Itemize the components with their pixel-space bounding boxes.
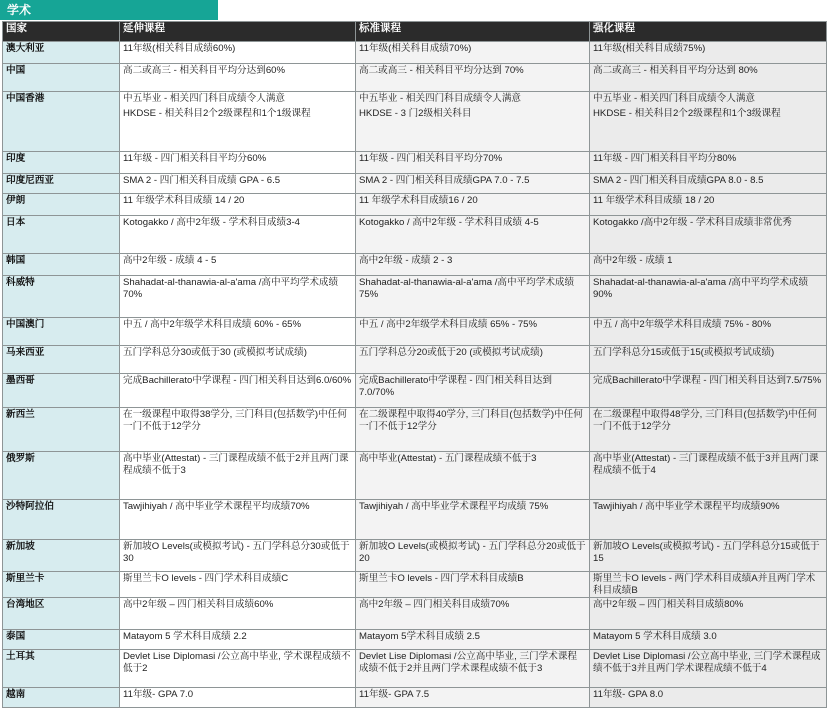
header-intensive-course: 强化课程	[590, 22, 827, 42]
table-row	[3, 572, 827, 598]
standard-course-cell	[356, 152, 590, 174]
requirement-text: SMA 2 - 四门相关科目成绩GPA 7.0 - 7.5	[359, 175, 530, 186]
requirement-text: SMA 2 - 四门相关科目成绩 GPA - 6.5	[123, 175, 281, 186]
intensive-course-cell	[590, 152, 827, 174]
table-row	[3, 216, 827, 254]
standard-course-cell	[356, 42, 590, 64]
standard-course-cell	[356, 688, 590, 708]
extended-course-cell	[120, 254, 356, 276]
extended-course-cell	[120, 688, 356, 708]
requirement-text: 高中2年级 – 四门相关科目成绩70%	[359, 599, 510, 610]
extended-course-cell	[120, 42, 356, 64]
country-cell: 中国香港	[3, 92, 120, 152]
intensive-course-cell	[590, 254, 827, 276]
requirement-text: 完成Bachillerato中学课程 - 四门相关科目达到7.0/70%	[359, 375, 552, 398]
requirement-text: 在二级课程中取得40学分, 三门科目(包括数学)中任何一门不低于12学分	[359, 409, 583, 432]
country-cell: 科威特	[3, 276, 120, 318]
standard-course-cell	[356, 572, 590, 598]
requirement-text: 在二级课程中取得48学分, 三门科目(包括数学)中任何一门不低于12学分	[593, 409, 817, 432]
extended-course-cell	[120, 630, 356, 650]
header-country: 国家	[3, 22, 120, 42]
extended-course-cell	[120, 152, 356, 174]
requirement-text: 中五毕业 - 相关四门科目成绩令人满意	[593, 93, 756, 104]
intensive-course-cell	[590, 42, 827, 64]
intensive-course-cell	[590, 630, 827, 650]
table-row	[3, 346, 827, 374]
table-row	[3, 254, 827, 276]
requirement-text: Tawjihiyah / 高中毕业学术课程平均成绩70%	[123, 501, 310, 512]
requirement-text: 高中2年级 – 四门相关科目成绩80%	[593, 599, 744, 610]
standard-course-cell	[356, 452, 590, 500]
intensive-course-cell	[590, 598, 827, 630]
table-header-row	[3, 22, 827, 42]
intensive-course-cell	[590, 374, 827, 408]
requirement-text: 在一级课程中取得38学分, 三门科目(包括数学)中任何一门不低于12学分	[123, 409, 347, 432]
requirement-text: 11 年级学术科目成绩 14 / 20	[123, 195, 245, 206]
table-row	[3, 92, 827, 152]
intensive-course-cell	[590, 408, 827, 452]
requirement-text: HKDSE - 相关科目2个2级课程和1个3级课程	[593, 107, 781, 119]
intensive-course-cell	[590, 194, 827, 216]
requirement-text: Shahadat-al-thanawia-al-a'ama /高中平均学术成绩70%	[123, 277, 339, 300]
requirement-text: 五门学科总分15或低于15(或模拟考试成绩)	[593, 347, 775, 358]
table-row	[3, 152, 827, 174]
requirement-text: Devlet Lise Diplomasi /公立高中毕业, 三门学术课程成绩不低于2并且两门学术课程成绩不低于3	[359, 651, 578, 674]
country-cell: 越南	[3, 688, 120, 708]
table-row	[3, 688, 827, 708]
requirement-text: 新加坡O Levels(或模拟考试) - 五门学科总分15或低于15	[593, 541, 820, 564]
extended-course-cell	[120, 408, 356, 452]
requirement-text: 11年级(相关科目成绩70%)	[359, 43, 472, 54]
table-row	[3, 42, 827, 64]
country-cell: 韩国	[3, 254, 120, 276]
requirement-text: 中五 / 高中2年级学术科目成绩 65% - 75%	[359, 319, 538, 330]
extended-course-cell	[120, 276, 356, 318]
country-cell: 澳大利亚	[3, 42, 120, 64]
requirement-text: 11年级(相关科目成绩75%)	[593, 43, 706, 54]
intensive-course-cell	[590, 540, 827, 572]
requirement-text: 11年级- GPA 7.5	[359, 689, 430, 700]
requirement-text: 高二或高三 - 相关科目平均分达到 70%	[359, 65, 524, 76]
country-cell: 日本	[3, 216, 120, 254]
requirement-text: 五门学科总分30或低于30 (或模拟考试成绩)	[123, 347, 307, 358]
requirement-text: SMA 2 - 四门相关科目成绩GPA 8.0 - 8.5	[593, 175, 764, 186]
requirement-text: 中五 / 高中2年级学术科目成绩 60% - 65%	[123, 319, 302, 330]
requirement-text: 新加坡O Levels(或模拟考试) - 五门学科总分20或低于20	[359, 541, 586, 564]
requirement-text: Matayom 5学术科目成绩 2.5	[359, 631, 481, 642]
standard-course-cell	[356, 174, 590, 194]
intensive-course-cell	[590, 346, 827, 374]
intensive-course-cell	[590, 688, 827, 708]
standard-course-cell	[356, 276, 590, 318]
table-row	[3, 318, 827, 346]
country-cell: 新西兰	[3, 408, 120, 452]
country-cell: 泰国	[3, 630, 120, 650]
country-cell: 沙特阿拉伯	[3, 500, 120, 540]
requirements-table	[2, 21, 827, 708]
extended-course-cell	[120, 500, 356, 540]
country-cell: 新加坡	[3, 540, 120, 572]
requirement-text: Kotogakko / 高中2年级 - 学术科目成绩 4-5	[359, 217, 539, 228]
extended-course-cell	[120, 598, 356, 630]
extended-course-cell	[120, 64, 356, 92]
intensive-course-cell	[590, 276, 827, 318]
table-row	[3, 408, 827, 452]
requirement-text: 高中2年级 - 成绩 2 - 3	[359, 255, 453, 266]
requirement-text: 高二或高三 - 相关科目平均分达到 80%	[593, 65, 758, 76]
extended-course-cell	[120, 216, 356, 254]
standard-course-cell	[356, 500, 590, 540]
requirement-text: Kotogakko /高中2年级 - 学术科目成绩非常优秀	[593, 217, 792, 228]
requirement-text: 斯里兰卡O levels - 四门学术科目成绩B	[359, 573, 524, 584]
standard-course-cell	[356, 598, 590, 630]
requirement-text: Shahadat-al-thanawia-al-a'ama /高中平均学术成绩75%	[359, 277, 575, 300]
table-row	[3, 540, 827, 572]
requirement-text: 高中2年级 - 成绩 4 - 5	[123, 255, 217, 266]
standard-course-cell	[356, 254, 590, 276]
extended-course-cell	[120, 318, 356, 346]
country-cell: 台湾地区	[3, 598, 120, 630]
standard-course-cell	[356, 194, 590, 216]
standard-course-cell	[356, 318, 590, 346]
table-row	[3, 194, 827, 216]
country-cell: 伊朗	[3, 194, 120, 216]
table-row	[3, 630, 827, 650]
table-row	[3, 374, 827, 408]
requirement-text: 高中毕业(Attestat) - 五门课程成绩不低于3	[359, 453, 537, 464]
table-row	[3, 174, 827, 194]
extended-course-cell	[120, 572, 356, 598]
standard-course-cell	[356, 216, 590, 254]
requirement-text: 中五毕业 - 相关四门科目成绩令人满意	[123, 93, 286, 104]
requirement-text: 高中毕业(Attestat) - 三门课程成绩不低于3并且两门课程成绩不低于4	[593, 453, 819, 476]
requirement-text: 完成Bachillerato中学课程 - 四门相关科目达到7.5/75%	[593, 375, 822, 386]
requirement-text: 斯里兰卡O levels - 四门学术科目成绩C	[123, 573, 289, 584]
requirement-text: 11年级(相关科目成绩60%)	[123, 43, 236, 54]
requirement-text: 11年级- GPA 8.0	[593, 689, 664, 700]
extended-course-cell	[120, 452, 356, 500]
extended-course-cell	[120, 374, 356, 408]
requirement-text: 斯里兰卡O levels - 两门学术科目成绩A并且两门学术科目成绩B	[593, 573, 816, 596]
standard-course-cell	[356, 630, 590, 650]
requirement-text: HKDSE - 相关科目2个2级课程和1个1级课程	[123, 107, 311, 119]
table-row	[3, 650, 827, 688]
country-cell: 俄罗斯	[3, 452, 120, 500]
extended-course-cell	[120, 92, 356, 152]
requirement-text: 11年级 - 四门相关科目平均分70%	[359, 153, 503, 164]
intensive-course-cell	[590, 174, 827, 194]
intensive-course-cell	[590, 64, 827, 92]
standard-course-cell	[356, 92, 590, 152]
requirement-text: 五门学科总分20或低于20 (或模拟考试成绩)	[359, 347, 543, 358]
extended-course-cell	[120, 346, 356, 374]
header-extended-course: 延伸课程	[120, 22, 356, 42]
extended-course-cell	[120, 174, 356, 194]
table-row	[3, 64, 827, 92]
country-cell: 中国	[3, 64, 120, 92]
requirement-text: 高中2年级 – 四门相关科目成绩60%	[123, 599, 274, 610]
intensive-course-cell	[590, 216, 827, 254]
table-row	[3, 452, 827, 500]
requirement-text: 中五 / 高中2年级学术科目成绩 75% - 80%	[593, 319, 772, 330]
intensive-course-cell	[590, 318, 827, 346]
standard-course-cell	[356, 540, 590, 572]
requirement-text: 11 年级学术科目成绩 18 / 20	[593, 195, 715, 206]
extended-course-cell	[120, 540, 356, 572]
requirement-text: 11年级 - 四门相关科目平均分80%	[593, 153, 737, 164]
intensive-course-cell	[590, 500, 827, 540]
table-row	[3, 598, 827, 630]
requirement-text: 中五毕业 - 相关四门科目成绩令人满意	[359, 93, 522, 104]
requirement-text: HKDSE - 3 门2级相关科目	[359, 107, 472, 119]
requirement-text: Devlet Lise Diplomasi /公立高中毕业, 三门学术课程成绩不低于3并且两门学术课程成绩不低于4	[593, 651, 821, 674]
table-row	[3, 500, 827, 540]
standard-course-cell	[356, 346, 590, 374]
requirement-text: 高中2年级 - 成绩 1	[593, 255, 673, 266]
standard-course-cell	[356, 374, 590, 408]
country-cell: 土耳其	[3, 650, 120, 688]
intensive-course-cell	[590, 572, 827, 598]
requirement-text: Shahadat-al-thanawia-al-a'ama /高中平均学术成绩90%	[593, 277, 809, 300]
country-cell: 斯里兰卡	[3, 572, 120, 598]
requirement-text: Devlet Lise Diplomasi /公立高中毕业, 学术课程成绩不低于2	[123, 651, 351, 674]
table-row	[3, 276, 827, 318]
country-cell: 印度	[3, 152, 120, 174]
intensive-course-cell	[590, 92, 827, 152]
country-cell: 马来西亚	[3, 346, 120, 374]
requirement-text: 新加坡O Levels(或模拟考试) - 五门学科总分30或低于30	[123, 541, 350, 564]
intensive-course-cell	[590, 650, 827, 688]
requirement-text: Tawjihiyah / 高中毕业学术课程平均成绩90%	[593, 501, 780, 512]
requirement-text: 完成Bachillerato中学课程 - 四门相关科目达到6.0/60%	[123, 375, 352, 386]
country-cell: 印度尼西亚	[3, 174, 120, 194]
requirement-text: 11年级- GPA 7.0	[123, 689, 194, 700]
extended-course-cell	[120, 194, 356, 216]
standard-course-cell	[356, 408, 590, 452]
standard-course-cell	[356, 64, 590, 92]
country-cell: 墨西哥	[3, 374, 120, 408]
requirement-text: Matayom 5 学术科目成绩 2.2	[123, 631, 247, 642]
extended-course-cell	[120, 650, 356, 688]
section-title: 学术	[0, 0, 218, 20]
requirement-text: Matayom 5 学术科目成绩 3.0	[593, 631, 717, 642]
requirement-text: 11年级 - 四门相关科目平均分60%	[123, 153, 267, 164]
requirement-text: 11 年级学术科目成绩16 / 20	[359, 195, 478, 206]
header-standard-course: 标准课程	[356, 22, 590, 42]
requirement-text: 高二或高三 - 相关科目平均分达到60%	[123, 65, 286, 76]
requirement-text: 高中毕业(Attestat) - 三门课程成绩不低于2并且两门课程成绩不低于3	[123, 453, 349, 476]
requirement-text: Tawjihiyah / 高中毕业学术课程平均成绩 75%	[359, 501, 549, 512]
standard-course-cell	[356, 650, 590, 688]
country-cell: 中国澳门	[3, 318, 120, 346]
intensive-course-cell	[590, 452, 827, 500]
requirement-text: Kotogakko / 高中2年级 - 学术科目成绩3-4	[123, 217, 300, 228]
